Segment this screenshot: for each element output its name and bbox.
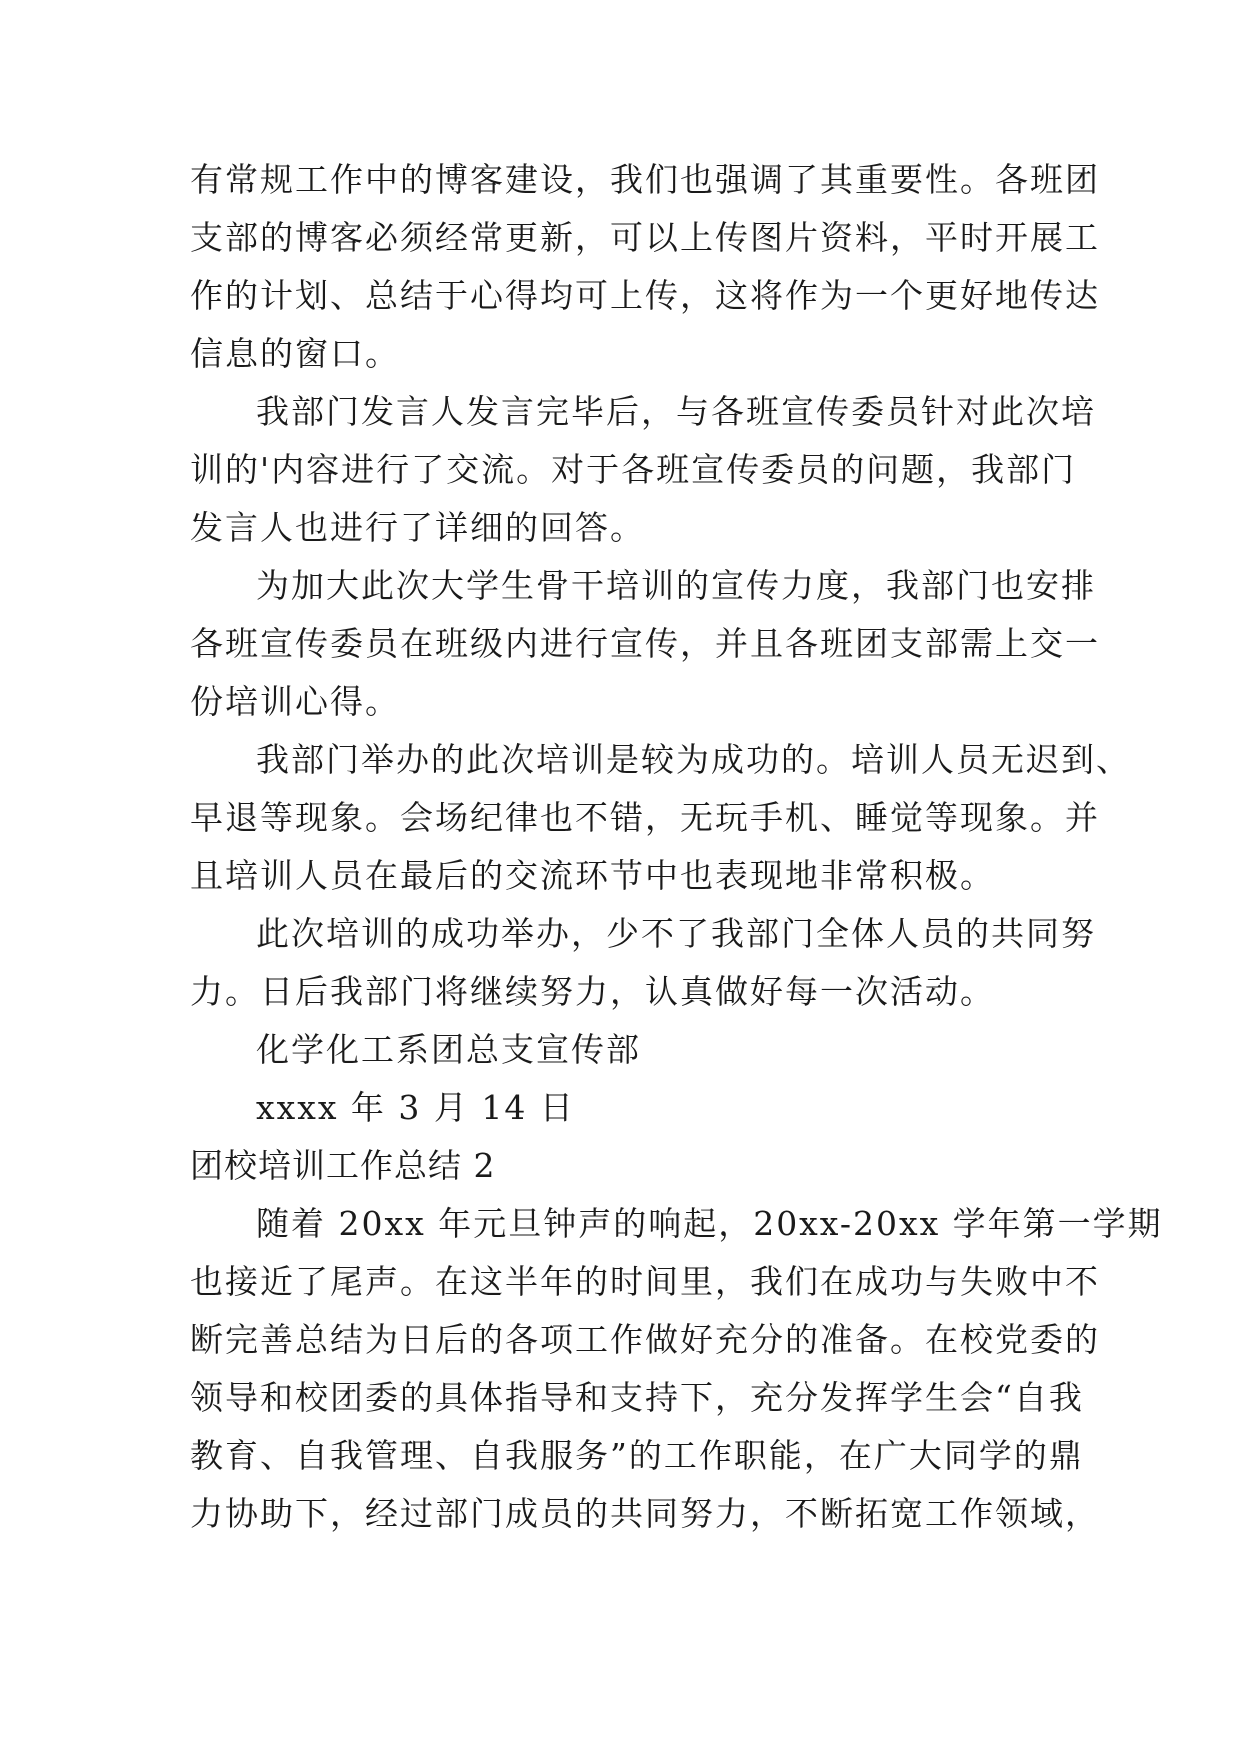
paragraph-start-line: 我部门发言人发言完毕后，与各班宣传委员针对此次培 [256, 392, 1096, 431]
paragraph-start-line: 为加大此次大学生骨干培训的宣传力度，我部门也安排 [256, 566, 1096, 605]
text-line: 力。日后我部门将继续努力，认真做好每一次活动。 [190, 972, 995, 1011]
paragraph-start-line: 此次培训的成功举办，少不了我部门全体人员的共同努 [256, 914, 1096, 953]
text-line: 训的'内容进行了交流。对于各班宣传委员的问题，我部门 [190, 450, 1077, 489]
text-line: 各班宣传委员在班级内进行宣传，并且各班团支部需上交一 [190, 624, 1100, 663]
text-line: 有常规工作中的博客建设，我们也强调了其重要性。各班团 [190, 160, 1100, 199]
date-line: xxxx 年 3 月 14 日 [256, 1088, 575, 1127]
text-line: 教育、自我管理、自我服务”的工作职能，在广大同学的鼎 [190, 1436, 1084, 1475]
text-line: 且培训人员在最后的交流环节中也表现地非常积极。 [190, 856, 995, 895]
text-line: 断完善总结为日后的各项工作做好充分的准备。在校党委的 [190, 1320, 1100, 1359]
text-line: 也接近了尾声。在这半年的时间里，我们在成功与失败中不 [190, 1262, 1100, 1301]
paragraph-start-line: 我部门举办的此次培训是较为成功的。培训人员无迟到、 [256, 740, 1131, 779]
signature-line: 化学化工系团总支宣传部 [256, 1030, 641, 1069]
paragraph-start-line: 随着 20xx 年元旦钟声的响起，20xx-20xx 学年第一学期 [256, 1204, 1163, 1243]
text-line: 份培训心得。 [190, 682, 400, 721]
text-line: 信息的窗口。 [190, 334, 400, 373]
text-line: 发言人也进行了详细的回答。 [190, 508, 645, 547]
section-heading: 团校培训工作总结 2 [190, 1146, 496, 1185]
text-line: 支部的博客必须经常更新，可以上传图片资料，平时开展工 [190, 218, 1100, 257]
text-line: 早退等现象。会场纪律也不错，无玩手机、睡觉等现象。并 [190, 798, 1100, 837]
text-line: 力协助下，经过部门成员的共同努力，不断拓宽工作领域， [190, 1494, 1100, 1533]
text-line: 作的计划、总结于心得均可上传，这将作为一个更好地传达 [190, 276, 1100, 315]
text-line: 领导和校团委的具体指导和支持下，充分发挥学生会“自我 [190, 1378, 1084, 1417]
